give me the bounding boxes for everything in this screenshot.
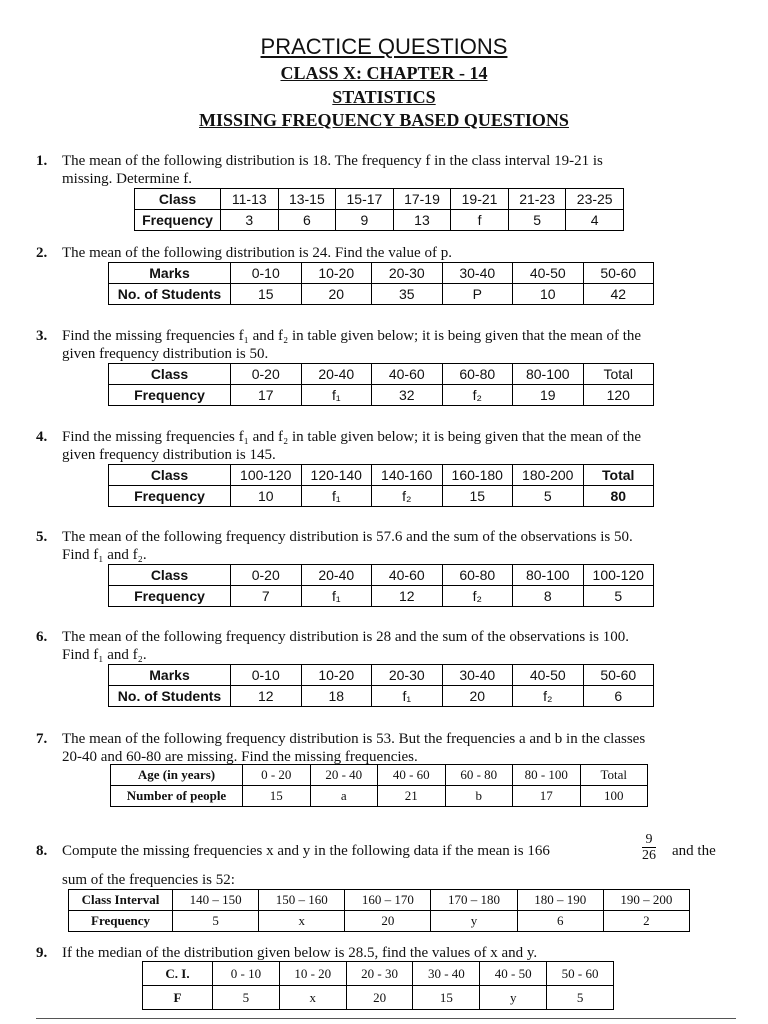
question-6 bbox=[36, 628, 629, 664]
table-cell: 100-120 bbox=[583, 565, 654, 586]
question-text-line: The mean of the following frequency distribution is 53. But the frequencies a and b in the classes bbox=[62, 731, 646, 747]
row-label: Marks bbox=[109, 263, 231, 284]
table-cell: 50 - 60 bbox=[547, 962, 614, 986]
class-row bbox=[109, 665, 654, 686]
row-label: Class bbox=[135, 189, 221, 210]
fraction-numerator: 9 bbox=[642, 832, 656, 848]
class-row bbox=[111, 765, 648, 786]
q3-table bbox=[108, 363, 654, 406]
question-7 bbox=[36, 730, 646, 766]
class-row bbox=[109, 263, 654, 284]
table-cell: 180 – 190 bbox=[517, 890, 603, 911]
q2-table bbox=[108, 262, 654, 305]
table-cell: Total bbox=[583, 465, 654, 486]
frequency-row bbox=[109, 385, 654, 406]
table-cell: 0-10 bbox=[231, 263, 302, 284]
question-9 bbox=[36, 944, 538, 962]
table-cell: f bbox=[451, 210, 509, 231]
question-text-line: Find f₁ and f₂. bbox=[62, 547, 147, 563]
table-cell: f₂ bbox=[513, 686, 584, 707]
frequency-row bbox=[109, 586, 654, 607]
question-3 bbox=[36, 327, 642, 363]
table-cell: 20 - 40 bbox=[310, 765, 378, 786]
table-cell: 190 – 200 bbox=[603, 890, 689, 911]
row-label: Class Interval bbox=[69, 890, 173, 911]
table-cell: 17-19 bbox=[393, 189, 451, 210]
frequency-row bbox=[109, 686, 654, 707]
question-text-line: and the bbox=[672, 843, 716, 859]
row-label: Marks bbox=[109, 665, 231, 686]
question-number: 4. bbox=[36, 429, 48, 445]
question-text-line: missing. Determine f. bbox=[62, 171, 192, 187]
table-cell: b bbox=[445, 786, 513, 807]
table-cell: 8 bbox=[513, 586, 584, 607]
table-cell: 5 bbox=[213, 986, 280, 1010]
table-cell: 42 bbox=[583, 284, 654, 305]
table-cell: 40-50 bbox=[513, 263, 584, 284]
table-cell: 12 bbox=[231, 686, 302, 707]
question-number: 3. bbox=[36, 328, 48, 344]
question-5 bbox=[36, 528, 633, 564]
row-label: C. I. bbox=[143, 962, 213, 986]
table-cell: 30-40 bbox=[442, 263, 513, 284]
table-cell: 10 - 20 bbox=[279, 962, 346, 986]
question-text-line: 20-40 and 60-80 are missing. Find the missing frequencies. bbox=[62, 749, 418, 765]
page-title: PRACTICE QUESTIONS bbox=[260, 34, 508, 59]
q4-table bbox=[108, 464, 654, 507]
table-cell: y bbox=[431, 911, 517, 932]
table-cell: 0-20 bbox=[231, 565, 302, 586]
question-2 bbox=[36, 244, 452, 262]
question-text-line: Find the missing frequencies f₁ and f₂ in table given below; it is being given that the mean of the bbox=[62, 328, 642, 344]
table-cell: 20-30 bbox=[372, 263, 443, 284]
row-label: Class bbox=[109, 465, 231, 486]
table-cell: 160-180 bbox=[442, 465, 513, 486]
row-label: No. of Students bbox=[109, 284, 231, 305]
question-number: 9. bbox=[36, 945, 48, 961]
table-cell: 20 - 30 bbox=[346, 962, 413, 986]
fraction-denominator: 26 bbox=[642, 848, 656, 863]
table-cell: 2 bbox=[603, 911, 689, 932]
table-cell: 20 bbox=[346, 986, 413, 1010]
question-text-line: The mean of the following distribution is 18. The frequency f in the class interval 19-21 is bbox=[62, 153, 603, 169]
table-cell: 5 bbox=[513, 486, 584, 507]
row-label: Frequency bbox=[69, 911, 173, 932]
table-cell: 0 - 10 bbox=[213, 962, 280, 986]
question-text-line: The mean of the following frequency distribution is 57.6 and the sum of the observations is 50. bbox=[62, 529, 633, 545]
table-cell: 120 bbox=[583, 385, 654, 406]
table-cell: Total bbox=[583, 364, 654, 385]
table-cell: x bbox=[259, 911, 345, 932]
table-cell: y bbox=[480, 986, 547, 1010]
table-cell: 20-40 bbox=[301, 565, 372, 586]
bottom-divider bbox=[36, 1018, 736, 1019]
row-label: Class bbox=[109, 364, 231, 385]
mixed-fraction bbox=[642, 832, 656, 863]
table-cell: 100-120 bbox=[231, 465, 302, 486]
table-cell: 140-160 bbox=[372, 465, 443, 486]
table-cell: 4 bbox=[566, 210, 624, 231]
frequency-row bbox=[135, 210, 624, 231]
table-cell: Total bbox=[580, 765, 648, 786]
table-cell: 100 bbox=[580, 786, 648, 807]
row-label: Class bbox=[109, 565, 231, 586]
table-cell: 15 bbox=[231, 284, 302, 305]
table-cell: 17 bbox=[513, 786, 581, 807]
question-number: 2. bbox=[36, 245, 48, 261]
question-text-line: Find the missing frequencies f₁ and f₂ in table given below; it is being given that the mean of the bbox=[62, 429, 642, 445]
table-cell: 160 – 170 bbox=[345, 890, 431, 911]
table-cell: f₁ bbox=[301, 486, 372, 507]
table-cell: 170 – 180 bbox=[431, 890, 517, 911]
row-label: No. of Students bbox=[109, 686, 231, 707]
q8-table bbox=[68, 889, 690, 932]
row-label: Age (in years) bbox=[111, 765, 243, 786]
table-cell: 120-140 bbox=[301, 465, 372, 486]
row-label: Frequency bbox=[109, 586, 231, 607]
table-cell: x bbox=[279, 986, 346, 1010]
table-cell: 18 bbox=[301, 686, 372, 707]
table-cell: 23-25 bbox=[566, 189, 624, 210]
question-number: 1. bbox=[36, 153, 48, 169]
class-row bbox=[109, 465, 654, 486]
table-cell: f₁ bbox=[372, 686, 443, 707]
question-number: 6. bbox=[36, 629, 48, 645]
table-cell: 50-60 bbox=[583, 665, 654, 686]
table-cell: 0-20 bbox=[231, 364, 302, 385]
question-text-line: given frequency distribution is 145. bbox=[62, 447, 276, 463]
table-cell: 17 bbox=[231, 385, 302, 406]
table-cell: 20 bbox=[442, 686, 513, 707]
class-chapter-heading: CLASS X: CHAPTER - 14 bbox=[280, 63, 488, 83]
table-cell: 19 bbox=[513, 385, 584, 406]
table-cell: 15 bbox=[442, 486, 513, 507]
table-cell: 40-60 bbox=[372, 565, 443, 586]
chapter-name-heading: STATISTICS bbox=[332, 87, 436, 107]
table-cell: 10 bbox=[513, 284, 584, 305]
table-cell: 40-50 bbox=[513, 665, 584, 686]
class-row bbox=[109, 565, 654, 586]
question-text-line: If the median of the distribution given below is 28.5, find the values of x and y. bbox=[62, 945, 538, 961]
table-cell: 20-30 bbox=[372, 665, 443, 686]
table-cell: 5 bbox=[547, 986, 614, 1010]
question-text-line: given frequency distribution is 50. bbox=[62, 346, 269, 362]
table-cell: 6 bbox=[278, 210, 336, 231]
question-1 bbox=[36, 152, 603, 188]
table-cell: f₂ bbox=[372, 486, 443, 507]
table-cell: 60-80 bbox=[442, 364, 513, 385]
table-cell: 50-60 bbox=[583, 263, 654, 284]
table-cell: 21 bbox=[378, 786, 446, 807]
table-cell: 20 bbox=[345, 911, 431, 932]
table-cell: 80-100 bbox=[513, 364, 584, 385]
table-cell: f₁ bbox=[301, 586, 372, 607]
table-cell: 6 bbox=[517, 911, 603, 932]
question-text-line: The mean of the following frequency distribution is 28 and the sum of the observations is 100. bbox=[62, 629, 629, 645]
table-cell: 15 bbox=[243, 786, 311, 807]
table-cell: a bbox=[310, 786, 378, 807]
topic-heading: MISSING FREQUENCY BASED QUESTIONS bbox=[199, 110, 569, 130]
question-8 bbox=[36, 832, 742, 889]
q6-table bbox=[108, 664, 654, 707]
question-number: 8. bbox=[36, 843, 48, 859]
table-cell: 20 bbox=[301, 284, 372, 305]
table-cell: 15 bbox=[413, 986, 480, 1010]
table-cell: 10 bbox=[231, 486, 302, 507]
table-cell: 21-23 bbox=[508, 189, 566, 210]
table-cell: 11-13 bbox=[221, 189, 279, 210]
table-cell: 12 bbox=[372, 586, 443, 607]
row-label: Frequency bbox=[135, 210, 221, 231]
table-cell: f₂ bbox=[442, 586, 513, 607]
table-cell: 5 bbox=[583, 586, 654, 607]
table-cell: 10-20 bbox=[301, 263, 372, 284]
table-cell: 0-10 bbox=[231, 665, 302, 686]
table-cell: 10-20 bbox=[301, 665, 372, 686]
table-cell: 80 bbox=[583, 486, 654, 507]
question-number: 5. bbox=[36, 529, 48, 545]
table-cell: 7 bbox=[231, 586, 302, 607]
q7-table bbox=[110, 764, 648, 807]
table-cell: 9 bbox=[336, 210, 394, 231]
question-text-line: The mean of the following distribution is 24. Find the value of p. bbox=[62, 245, 452, 261]
row-label: Frequency bbox=[109, 385, 231, 406]
table-cell: 40 - 50 bbox=[480, 962, 547, 986]
table-cell: 80-100 bbox=[513, 565, 584, 586]
table-cell: 30 - 40 bbox=[413, 962, 480, 986]
table-cell: 32 bbox=[372, 385, 443, 406]
question-text-line: Compute the missing frequencies x and y in the following data if the mean is 166 bbox=[62, 843, 550, 859]
row-label: Frequency bbox=[109, 486, 231, 507]
class-row bbox=[109, 364, 654, 385]
table-cell: 30-40 bbox=[442, 665, 513, 686]
row-label: F bbox=[143, 986, 213, 1010]
frequency-row bbox=[109, 284, 654, 305]
row-label: Number of people bbox=[111, 786, 243, 807]
table-cell: 0 - 20 bbox=[243, 765, 311, 786]
frequency-row bbox=[109, 486, 654, 507]
class-row bbox=[143, 962, 614, 986]
table-cell: 180-200 bbox=[513, 465, 584, 486]
table-cell: 5 bbox=[508, 210, 566, 231]
table-cell: 140 – 150 bbox=[173, 890, 259, 911]
frequency-row bbox=[111, 786, 648, 807]
table-cell: 13-15 bbox=[278, 189, 336, 210]
table-cell: 19-21 bbox=[451, 189, 509, 210]
question-number: 7. bbox=[36, 731, 48, 747]
table-cell: 6 bbox=[583, 686, 654, 707]
table-cell: f₂ bbox=[442, 385, 513, 406]
table-cell: 13 bbox=[393, 210, 451, 231]
table-cell: P bbox=[442, 284, 513, 305]
table-cell: 3 bbox=[221, 210, 279, 231]
table-cell: 35 bbox=[372, 284, 443, 305]
question-text-line: sum of the frequencies is 52: bbox=[62, 872, 235, 888]
class-row bbox=[69, 890, 690, 911]
question-4 bbox=[36, 428, 642, 464]
q9-table bbox=[142, 961, 614, 1010]
table-cell: 15-17 bbox=[336, 189, 394, 210]
table-cell: 80 - 100 bbox=[513, 765, 581, 786]
class-row bbox=[135, 189, 624, 210]
table-cell: 60 - 80 bbox=[445, 765, 513, 786]
q5-table bbox=[108, 564, 654, 607]
table-cell: 20-40 bbox=[301, 364, 372, 385]
table-cell: 150 – 160 bbox=[259, 890, 345, 911]
table-cell: f₁ bbox=[301, 385, 372, 406]
table-cell: 40 - 60 bbox=[378, 765, 446, 786]
frequency-row bbox=[143, 986, 614, 1010]
table-cell: 60-80 bbox=[442, 565, 513, 586]
frequency-row bbox=[69, 911, 690, 932]
table-cell: 5 bbox=[173, 911, 259, 932]
q1-table bbox=[134, 188, 624, 231]
table-cell: 40-60 bbox=[372, 364, 443, 385]
question-text-line: Find f₁ and f₂. bbox=[62, 647, 147, 663]
